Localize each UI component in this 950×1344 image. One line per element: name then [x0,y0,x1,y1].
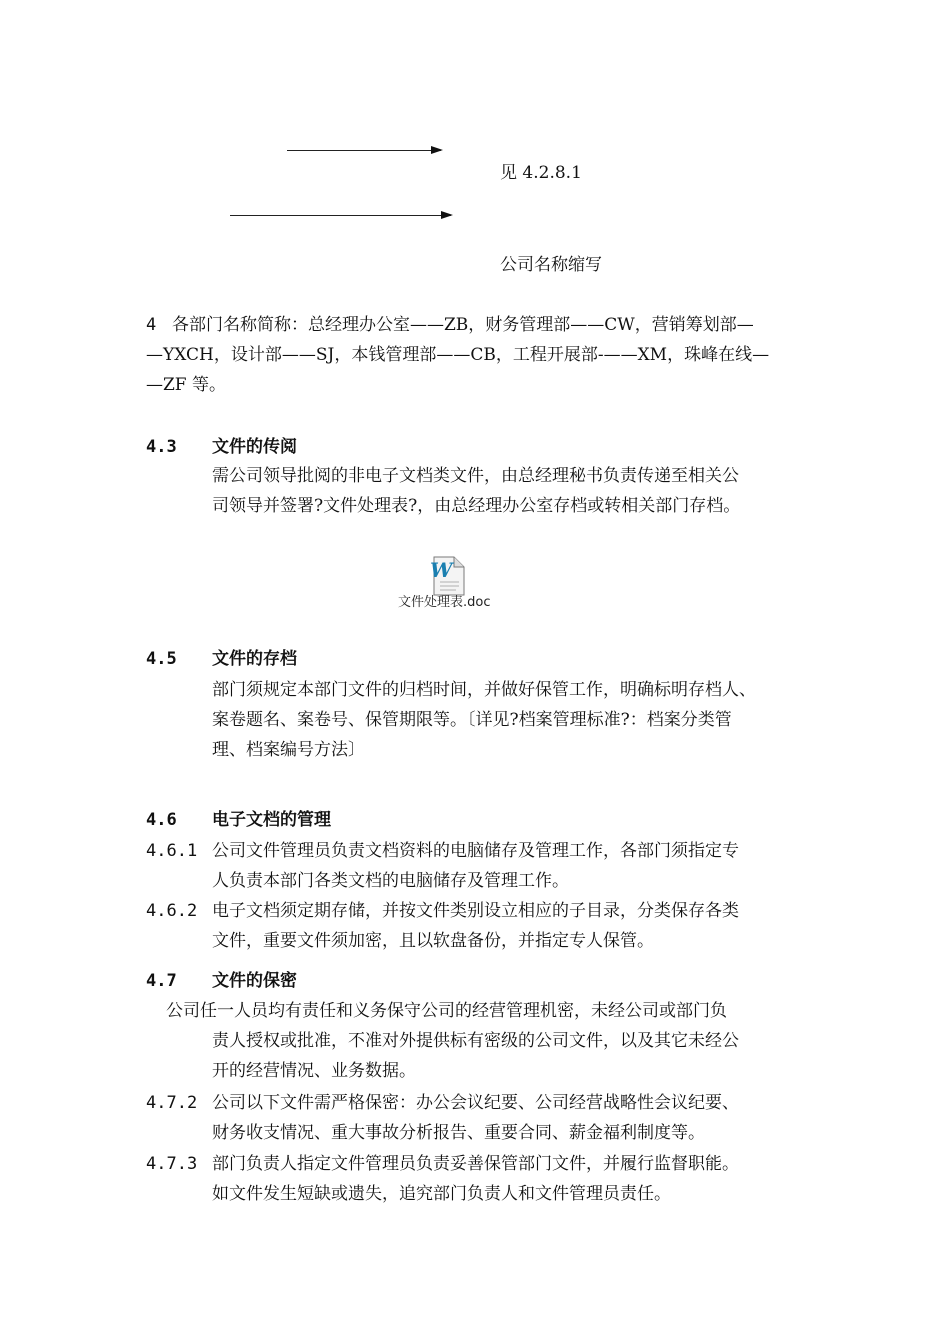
item-4-6-2-line-2: 文件，重要文件须加密，且以软盘备份，并指定专人保管。 [212,931,654,951]
item-4-7-2-line-2: 财务收支情况、重大事故分析报告、重要合同、薪金福利制度等。 [212,1123,705,1143]
section-4-line-1: 各部门名称简称：总经理办公室——ZB，财务管理部——CW，营销筹划部— [172,315,754,335]
item-4-6-1-line-1: 公司文件管理员负责文档资料的电脑储存及管理工作，各部门须指定专 [212,841,739,861]
item-4-7-2-line-1: 公司以下文件需严格保密：办公会议纪要、公司经营战略性会议纪要、 [212,1093,739,1113]
section-4-5-line-1: 部门须规定本部门文件的归档时间，并做好保管工作，明确标明存档人、 [212,680,756,700]
section-4-5-line-3: 理、档案编号方法〕 [212,740,365,760]
section-4-7-intro-line-2: 责人授权或批准，不准对外提供标有密级的公司文件，以及其它未经公 [212,1031,739,1051]
section-4-3-title: 文件的传阅 [212,437,297,457]
section-4-7-title: 文件的保密 [212,971,297,991]
annotation-arrow-2 [230,215,451,216]
section-4-5-line-2: 案卷题名、案卷号、保管期限等。〔详见?档案管理标准?：档案分类管 [212,710,732,730]
section-4-7-intro-line-1: 公司任一人员均有责任和义务保守公司的经营管理机密，未经公司或部门负 [166,1001,727,1021]
section-4-line-2: —YXCH，设计部——SJ，本钱管理部——CB，工程开展部-——XM，珠峰在线— [146,345,770,365]
section-4-7-intro-line-3: 开的经营情况、业务数据。 [212,1061,416,1081]
section-4-line-3: —ZF 等。 [146,375,227,395]
item-4-6-2-line-1: 电子文档须定期存储，并按文件类别设立相应的子目录，分类保存各类 [212,901,739,921]
section-4-7-number: 4.7 [146,971,177,991]
section-4-5-title: 文件的存档 [212,649,297,669]
section-4-3-line-2: 司领导并签署?文件处理表?，由总经理办公室存档或转相关部门存档。 [212,496,741,516]
item-4-7-3-line-2: 如文件发生短缺或遗失，追究部门负责人和文件管理员责任。 [212,1184,671,1204]
annotation-arrow-1 [287,150,441,151]
section-4-6-number: 4.6 [146,810,177,830]
attachment-filename[interactable]: 文件处理表.doc [398,595,491,610]
svg-text:W: W [430,558,453,582]
item-4-7-3-number: 4.7.3 [146,1154,198,1174]
item-4-6-1-number: 4.6.1 [146,841,198,861]
item-4-7-2-number: 4.7.2 [146,1093,198,1113]
section-4-3-number: 4.3 [146,437,177,457]
item-4-7-3-line-1: 部门负责人指定文件管理员负责妥善保管部门文件，并履行监督职能。 [212,1154,739,1174]
item-4-6-2-number: 4.6.2 [146,901,198,921]
annotation-ref-4281: 见 4.2.8.1 [500,163,582,183]
section-4-6-title: 电子文档的管理 [212,810,331,830]
section-4-3-line-1: 需公司领导批阅的非电子文档类文件，由总经理秘书负责传递至相关公 [212,466,739,486]
annotation-company-abbr: 公司名称缩写 [500,255,602,275]
section-4-number: 4 [146,315,157,335]
item-4-6-1-line-2: 人负责本部门各类文档的电脑储存及管理工作。 [212,871,569,891]
section-4-5-number: 4.5 [146,649,177,669]
word-document-icon[interactable] [428,556,466,596]
